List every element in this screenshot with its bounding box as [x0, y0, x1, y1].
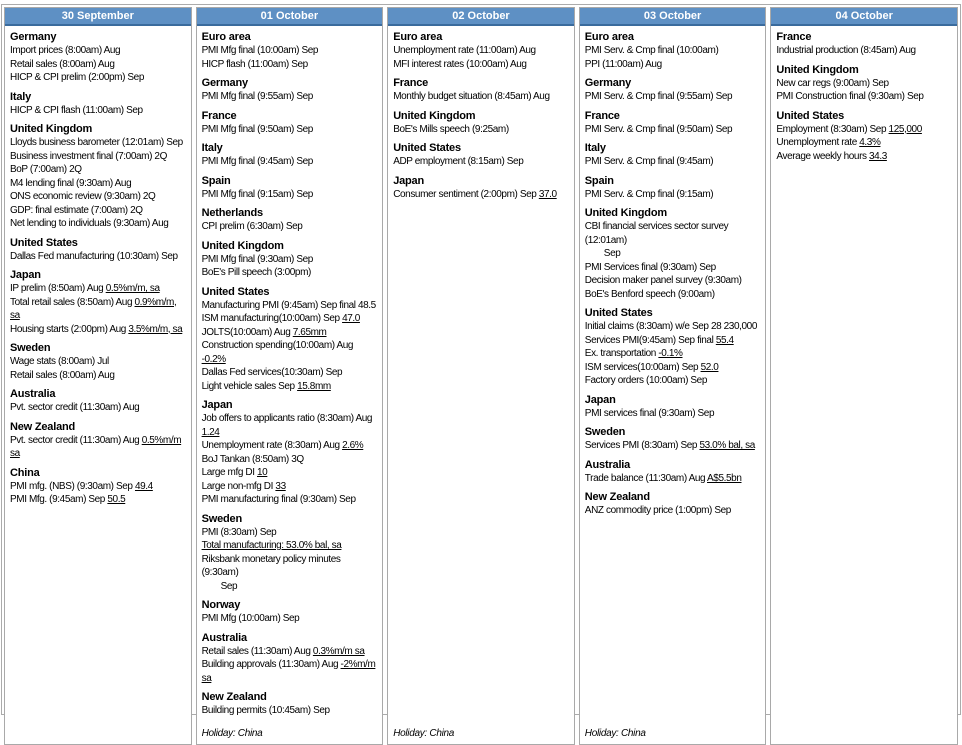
- country-group: [393, 174, 570, 202]
- day-column-2: [387, 7, 575, 745]
- event-item: Dallas Fed manufacturing (10:30am) Sep: [10, 250, 178, 262]
- event-item: CBI financial services sector survey (12:01am) Sep: [585, 220, 762, 261]
- event-value: 3.5%m/m, sa: [128, 323, 183, 335]
- country-group: [10, 236, 187, 264]
- country-group: [202, 512, 379, 594]
- event-item: Consumer sentiment (2:00pm) Sep 37.0: [393, 188, 557, 200]
- country-label: New Zealand: [10, 420, 76, 433]
- country-label: Sweden: [584, 426, 626, 438]
- country-group: [10, 268, 187, 336]
- day-body: [771, 26, 957, 744]
- event-value: 2.6%: [342, 440, 364, 451]
- country-label: New Zealand: [584, 491, 650, 503]
- day-header: 01 October: [197, 8, 383, 26]
- country-group: [10, 90, 187, 118]
- event-item: PMI Serv. & Cmp final (9:50am) Sep: [584, 123, 733, 135]
- country-label: United Kingdom: [10, 123, 93, 135]
- country-group: [202, 109, 379, 137]
- country-group: [393, 141, 570, 169]
- event-item: Job offers to applicants ratio (8:30am) Aug 1.24: [201, 413, 373, 438]
- event-item: Building permits (10:45am) Sep: [201, 705, 330, 716]
- holiday-note: Holiday: China: [584, 727, 646, 739]
- event-value: 0.5%m/m, sa: [105, 283, 160, 294]
- event-item: Import prices (8:00am) Aug: [10, 45, 121, 56]
- day-column-3: [579, 7, 767, 745]
- event-value: Total manufacturing: 53.0% bal, sa: [201, 540, 342, 551]
- event-item: Unemployment rate (11:00am) Aug: [393, 45, 536, 56]
- country-group: [585, 425, 762, 453]
- country-label: Japan: [10, 269, 41, 281]
- event-item: Services PMI (8:30am) Sep 53.0% bal, sa: [584, 440, 755, 451]
- event-item-continuation: Sep: [220, 580, 238, 592]
- event-item: BoP (7:00am) 2Q: [10, 164, 82, 175]
- country-label: China: [10, 466, 40, 479]
- country-label: Euro area: [201, 31, 251, 43]
- country-group: [10, 341, 187, 382]
- event-item: ONS economic review (9:30am) 2Q: [10, 191, 156, 202]
- event-item: PMI Mfg final (9:45am) Sep: [201, 156, 313, 167]
- event-item: PMI Mfg final (9:15am) Sep: [201, 188, 313, 200]
- country-group: [585, 141, 762, 169]
- event-item: PMI Mfg (10:00am) Sep: [201, 613, 300, 624]
- day-body: [580, 26, 766, 744]
- event-item: Dallas Fed services(10:30am) Sep: [201, 367, 343, 378]
- event-item: Housing starts (2:00pm) Aug 3.5%m/m, sa: [10, 323, 183, 335]
- event-item: GDP: final estimate (7:00am) 2Q: [10, 204, 143, 216]
- event-item: Pvt. sector credit (11:30am) Aug 0.5%m/m sa: [10, 434, 182, 459]
- day-column-1: [196, 7, 384, 745]
- event-item: Factory orders (10:00am) Sep: [584, 375, 707, 386]
- event-value: 4.3%: [859, 137, 881, 148]
- event-value: 53.0% bal, sa: [699, 440, 755, 451]
- country-group: [202, 285, 379, 394]
- event-item: Riksbank monetary policy minutes (9:30am) Sep: [202, 553, 379, 594]
- event-item: Retail sales (11:30am) Aug 0.3%m/m sa: [201, 645, 365, 657]
- day-header: 02 October: [388, 8, 574, 26]
- event-item: HICP flash (11:00am) Sep: [201, 58, 308, 70]
- country-group: [202, 398, 379, 507]
- country-label: Sweden: [201, 512, 242, 525]
- event-item: Employment (8:30am) Sep 125,000: [776, 123, 922, 135]
- country-group: [202, 598, 379, 626]
- country-label: Germany: [584, 77, 632, 89]
- event-value: 1.24: [201, 426, 220, 438]
- event-value: 0.3%m/m sa: [312, 645, 365, 657]
- event-item: Ex. transportation -0.1%: [584, 348, 683, 359]
- event-item: [202, 539, 379, 553]
- event-item: Retail sales (8:00am) Aug: [10, 369, 115, 381]
- country-group: [585, 490, 762, 518]
- event-value: A$5.5bn: [707, 472, 742, 484]
- country-label: United States: [393, 142, 461, 154]
- country-group: [202, 690, 379, 718]
- event-item: Large non-mfg DI 33: [201, 480, 286, 492]
- event-value: -0.1%: [658, 348, 683, 359]
- country-label: Italy: [201, 142, 223, 154]
- day-body: [197, 26, 383, 744]
- country-label: Norway: [201, 599, 241, 611]
- event-item: PMI Serv. & Cmp final (10:00am): [584, 45, 719, 56]
- country-group: [202, 30, 379, 71]
- holiday-note: Holiday: China: [201, 727, 263, 739]
- country-label: United Kingdom: [584, 207, 667, 219]
- event-value: 50.5: [107, 494, 126, 505]
- event-item: PMI Services final (9:30am) Sep: [584, 261, 716, 273]
- day-column-0: [4, 7, 192, 745]
- event-item: Services PMI(9:45am) Sep final 55.4: [584, 334, 734, 346]
- event-value: 55.4: [715, 334, 734, 346]
- event-item: PPI (11:00am) Aug: [584, 58, 662, 70]
- day-header: 30 September: [5, 8, 191, 26]
- day-header: 03 October: [580, 8, 766, 26]
- event-item: PMI Mfg. (9:45am) Sep 50.5: [10, 494, 126, 505]
- event-item: Construction spending(10:00am) Aug -0.2%: [201, 340, 354, 365]
- event-item: PMI Mfg final (9:50am) Sep: [201, 123, 313, 135]
- event-item: Total retail sales (8:50am) Aug 0.9%m/m, sa: [10, 296, 177, 321]
- country-group: [585, 174, 762, 202]
- event-item: PMI Mfg final (9:30am) Sep: [201, 253, 313, 265]
- country-group: [585, 76, 762, 104]
- event-item: Building approvals (11:30am) Aug -2%m/m sa: [201, 659, 376, 684]
- country-label: Euro area: [584, 31, 634, 43]
- day-column-4: [770, 7, 958, 745]
- country-group: [202, 174, 379, 202]
- country-group: [585, 206, 762, 301]
- event-value: 52.0: [700, 361, 719, 373]
- country-label: United Kingdom: [201, 239, 284, 252]
- event-value: 34.3: [869, 150, 887, 162]
- event-value: 37.0: [538, 188, 557, 200]
- country-group: [585, 393, 762, 421]
- country-label: Spain: [584, 174, 614, 187]
- event-item: ANZ commodity price (1:00pm) Sep: [584, 505, 731, 516]
- country-group: [585, 109, 762, 137]
- country-group: [202, 141, 379, 169]
- event-item: ISM services(10:00am) Sep 52.0: [584, 361, 719, 373]
- event-item: Initial claims (8:30am) w/e Sep 28 230,000: [584, 321, 757, 332]
- event-item: BoE's Pill speech (3:00pm): [201, 267, 311, 278]
- country-group: [202, 76, 379, 104]
- holiday-note: Holiday: China: [393, 727, 455, 739]
- country-group: [10, 466, 187, 507]
- country-label: Australia: [10, 388, 56, 400]
- event-item: Large mfg DI 10: [201, 467, 268, 478]
- country-label: Japan: [584, 393, 616, 406]
- country-label: France: [201, 109, 237, 122]
- event-item: PMI Construction final (9:30am) Sep: [776, 91, 924, 102]
- country-group: [10, 30, 187, 85]
- country-label: Germany: [10, 31, 57, 43]
- country-label: Italy: [584, 142, 606, 154]
- country-label: United States: [201, 285, 270, 298]
- country-label: United Kingdom: [776, 63, 859, 76]
- event-value: -0.2%: [201, 353, 226, 365]
- economic-calendar: [1, 4, 961, 739]
- event-item: Net lending to individuals (9:30am) Aug: [10, 218, 169, 229]
- event-value: 47.0: [342, 313, 360, 324]
- event-item: HICP & CPI flash (11:00am) Sep: [10, 104, 143, 116]
- event-item: PMI mfg. (NBS) (9:30am) Sep 49.4: [10, 480, 153, 492]
- country-label: France: [776, 31, 812, 43]
- country-label: Australia: [584, 458, 631, 471]
- country-group: [776, 109, 953, 164]
- event-item: PMI manufacturing final (9:30am) Sep: [201, 494, 356, 505]
- event-item: BoE's Benford speech (9:00am): [584, 288, 715, 300]
- country-label: Netherlands: [201, 207, 263, 219]
- event-item: Business investment final (7:00am) 2Q: [10, 150, 167, 162]
- country-group: [10, 420, 187, 461]
- country-group: [393, 76, 570, 104]
- country-label: United States: [584, 307, 653, 319]
- event-item: PMI Serv. & Cmp final (9:15am): [584, 188, 714, 200]
- country-label: United States: [10, 236, 78, 249]
- event-item-continuation: Sep: [603, 248, 621, 259]
- country-group: [585, 30, 762, 71]
- event-item: BoJ Tankan (8:50am) 3Q: [201, 453, 304, 465]
- event-item: Pvt. sector credit (11:30am) Aug: [10, 402, 140, 413]
- country-label: New Zealand: [201, 691, 267, 703]
- country-label: Sweden: [10, 342, 51, 354]
- day-body: [5, 26, 191, 744]
- country-label: Australia: [201, 631, 247, 644]
- event-item: Unemployment rate (8:30am) Aug 2.6%: [201, 440, 364, 451]
- country-group: [202, 206, 379, 234]
- country-group: [202, 239, 379, 280]
- event-value: -2%m/m sa: [201, 659, 376, 684]
- country-label: Japan: [393, 174, 424, 187]
- event-value: 49.4: [134, 480, 153, 492]
- event-value: 33: [275, 480, 286, 492]
- event-item: Industrial production (8:45am) Aug: [776, 45, 916, 56]
- country-label: Germany: [201, 77, 248, 89]
- event-item: ISM manufacturing(10:00am) Sep 47.0: [201, 313, 360, 324]
- country-group: [202, 631, 379, 686]
- country-label: United States: [776, 109, 845, 122]
- country-group: [585, 306, 762, 388]
- event-value: 0.5%m/m sa: [10, 434, 182, 459]
- event-item: Decision maker panel survey (9:30am): [584, 275, 742, 286]
- event-item: Lloyds business barometer (12:01am) Sep: [10, 137, 183, 148]
- event-item: BoE's Mills speech (9:25am): [393, 123, 509, 135]
- country-label: United Kingdom: [393, 109, 476, 122]
- event-item: PMI Mfg final (9:55am) Sep: [201, 91, 313, 102]
- event-item: PMI Mfg final (10:00am) Sep: [201, 45, 319, 56]
- day-body: [388, 26, 574, 744]
- country-label: Euro area: [393, 31, 443, 43]
- event-item: ADP employment (8:15am) Sep: [393, 156, 524, 167]
- country-group: [776, 30, 953, 58]
- country-label: France: [584, 109, 620, 122]
- event-value: 10: [257, 467, 268, 478]
- country-group: [10, 122, 187, 231]
- event-value: 7.65mm: [292, 326, 327, 338]
- event-item: M4 lending final (9:30am) Aug: [10, 177, 132, 189]
- event-item: PMI Serv. & Cmp final (9:45am): [584, 156, 714, 167]
- event-item: PMI services final (9:30am) Sep: [584, 407, 715, 419]
- event-item: MFI interest rates (10:00am) Aug: [393, 58, 527, 70]
- event-item: Unemployment rate 4.3%: [776, 137, 881, 148]
- event-item: HICP & CPI prelim (2:00pm) Sep: [10, 72, 144, 83]
- event-item: PMI (8:30am) Sep: [201, 526, 277, 538]
- country-label: Japan: [201, 399, 233, 411]
- event-item: Retail sales (8:00am) Aug: [10, 58, 115, 70]
- event-item: Manufacturing PMI (9:45am) Sep final 48.5: [201, 299, 376, 311]
- country-group: [585, 458, 762, 486]
- event-item: Wage stats (8:00am) Jul: [10, 356, 109, 367]
- event-item: New car regs (9:00am) Sep: [776, 77, 889, 89]
- event-item: Monthly budget situation (8:45am) Aug: [393, 91, 550, 102]
- event-value: 0.9%m/m, sa: [10, 296, 177, 321]
- event-item: JOLTS(10:00am) Aug 7.65mm: [201, 326, 327, 338]
- event-item: Average weekly hours 34.3: [776, 150, 887, 162]
- event-value: 15.8mm: [297, 380, 331, 392]
- country-label: France: [393, 77, 429, 89]
- country-group: [393, 109, 570, 137]
- country-label: Italy: [10, 90, 32, 103]
- event-item: IP prelim (8:50am) Aug 0.5%m/m, sa: [10, 283, 160, 294]
- event-item: PMI Serv. & Cmp final (9:55am) Sep: [584, 91, 733, 102]
- day-header: 04 October: [771, 8, 957, 26]
- event-item: Light vehicle sales Sep 15.8mm: [201, 380, 331, 392]
- country-label: Spain: [201, 174, 231, 187]
- country-group: [776, 63, 953, 104]
- country-group: [393, 30, 570, 71]
- event-item: Trade balance (11:30am) Aug A$5.5bn: [584, 472, 742, 484]
- event-value: 125,000: [888, 123, 922, 135]
- country-group: [10, 387, 187, 415]
- event-item: CPI prelim (6:30am) Sep: [201, 221, 303, 232]
